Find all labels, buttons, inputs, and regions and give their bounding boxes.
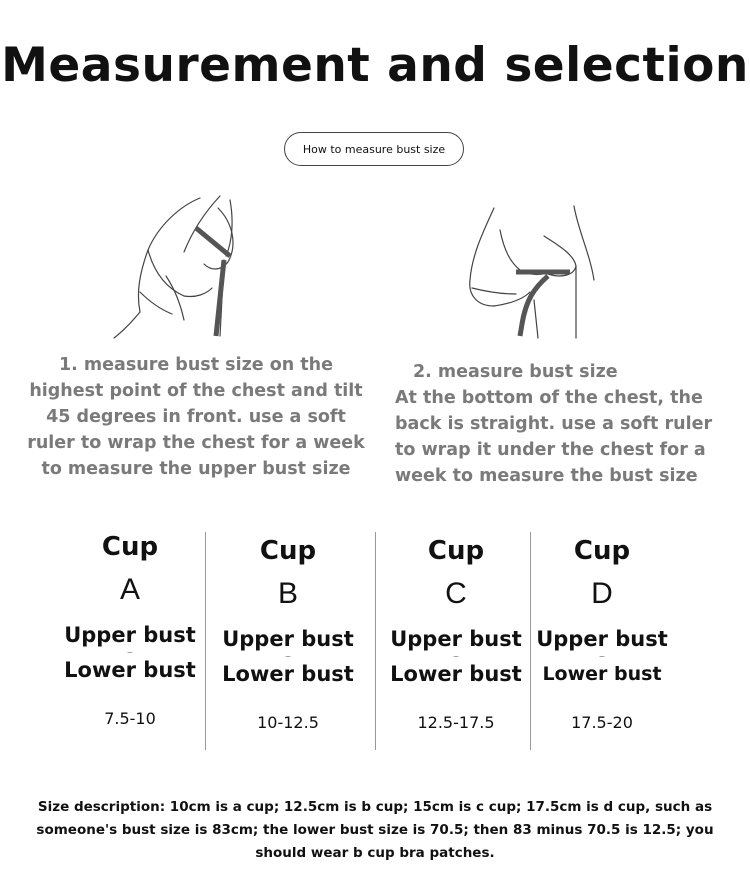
upper-bust-measure-illustration	[100, 192, 260, 340]
cup-letter: A	[119, 573, 140, 606]
minus-sign: –	[453, 649, 459, 663]
cup-range: 12.5-17.5	[417, 713, 495, 732]
cup-letter: C	[445, 577, 467, 610]
lower-bust-measure-illustration	[464, 200, 604, 340]
cup-column-d	[536, 534, 668, 734]
step-2-line: week to measure the bust size	[395, 466, 698, 486]
step-2-line: to wrap it under the chest for a	[395, 440, 706, 460]
page-title: Measurement and selection	[1, 38, 749, 93]
note-line: someone's bust size is 83cm; the lower bust size is 70.5; then 83 minus 70.5 is 12.5; you	[36, 822, 714, 838]
cup-column-c	[386, 534, 526, 734]
step-1-line: 45 degrees in front. use a soft	[46, 407, 346, 427]
cup-letter: D	[591, 577, 613, 610]
column-divider	[530, 532, 531, 750]
lower-bust-label: Lower bust	[542, 663, 662, 685]
note-line: should wear b cup bra patches.	[255, 845, 495, 861]
note-line: Size description: 10cm is a cup; 12.5cm is b cup; 15cm is c cup; 17.5cm is d cup, such as	[37, 799, 713, 815]
lower-bust-label: Lower bust	[64, 658, 196, 682]
lower-bust-label: Lower bust	[390, 662, 522, 686]
step-2-line: 2. measure bust size	[413, 362, 618, 382]
column-divider	[375, 532, 376, 750]
step-2-description	[395, 359, 713, 489]
step-1-line: ruler to wrap the chest for a week	[27, 433, 365, 453]
how-to-measure-pill	[284, 132, 464, 166]
cup-word: Cup	[427, 536, 485, 566]
step-2-line: At the bottom of the chest, the	[395, 388, 703, 408]
cup-word: Cup	[259, 536, 317, 566]
cup-column-b	[218, 534, 358, 734]
cup-range: 10-12.5	[257, 713, 319, 732]
cup-range: 17.5-20	[571, 713, 633, 732]
upper-bust-label: Upper bust	[222, 627, 354, 651]
cup-word: Cup	[101, 532, 159, 562]
pill-label: How to measure bust size	[302, 142, 446, 156]
step-1-line: 1. measure bust size on the	[59, 355, 333, 375]
step-1-line: highest point of the chest and tilt	[29, 381, 363, 401]
minus-sign: –	[599, 649, 605, 663]
column-divider	[205, 532, 206, 750]
size-description-note	[20, 796, 730, 865]
lower-bust-label: Lower bust	[222, 662, 354, 686]
cup-range: 7.5-10	[104, 709, 156, 728]
step-2-line: back is straight. use a soft ruler	[395, 414, 713, 434]
cup-word: Cup	[573, 536, 631, 566]
cup-letter: B	[277, 577, 298, 610]
upper-bust-label: Upper bust	[536, 627, 668, 651]
cup-column-a	[62, 530, 198, 730]
minus-sign: –	[285, 649, 291, 663]
step-1-description	[26, 352, 366, 482]
minus-sign: –	[127, 645, 133, 659]
step-1-line: to measure the upper bust size	[41, 459, 351, 479]
upper-bust-label: Upper bust	[390, 627, 522, 651]
upper-bust-label: Upper bust	[64, 623, 196, 647]
